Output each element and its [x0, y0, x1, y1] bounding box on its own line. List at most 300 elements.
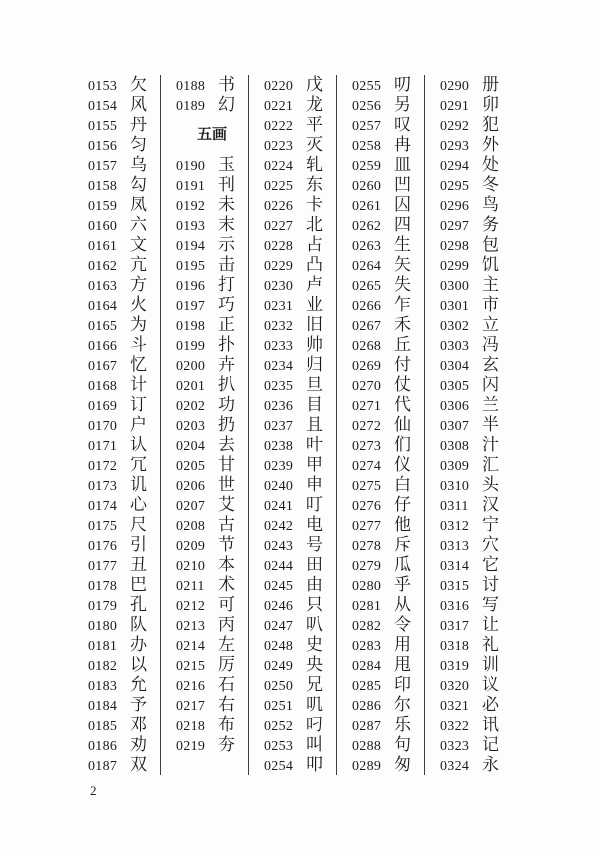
entry-number: 0217 [176, 699, 206, 714]
char-entry-row [176, 155, 248, 175]
char-entry-row [88, 755, 160, 775]
entry-character: 左 [218, 635, 235, 654]
entry-character: 生 [394, 235, 411, 254]
char-entry-row [264, 75, 336, 95]
char-entry-row [176, 535, 248, 555]
char-entry-row [440, 155, 512, 175]
char-entry-row [176, 175, 248, 195]
entry-number: 0185 [88, 719, 118, 734]
entry-number: 0276 [352, 499, 382, 514]
entry-number: 0251 [264, 699, 294, 714]
entry-number: 0202 [176, 399, 206, 414]
entry-number: 0229 [264, 259, 294, 274]
entry-character: 从 [394, 595, 411, 614]
entry-number: 0272 [352, 419, 382, 434]
entry-number: 0219 [176, 739, 206, 754]
entry-character: 凹 [394, 175, 411, 194]
entry-character: 外 [482, 135, 499, 154]
entry-number: 0278 [352, 539, 382, 554]
char-entry-row [264, 675, 336, 695]
entry-number: 0232 [264, 319, 294, 334]
entry-character: 幻 [218, 95, 235, 114]
entry-number: 0209 [176, 539, 206, 554]
entry-character: 它 [482, 555, 499, 574]
entry-number: 0238 [264, 439, 294, 454]
entry-character: 未 [218, 195, 235, 214]
entry-character: 饥 [482, 255, 499, 274]
entry-character: 归 [306, 355, 323, 374]
char-entry-row [440, 755, 512, 775]
entry-number: 0170 [88, 419, 118, 434]
entry-number: 0316 [440, 599, 470, 614]
char-entry-row [440, 595, 512, 615]
char-entry-row [88, 675, 160, 695]
entry-number: 0160 [88, 219, 118, 234]
char-entry-row [264, 735, 336, 755]
entry-character: 击 [218, 255, 235, 274]
entry-character: 央 [306, 655, 323, 674]
char-entry-row [352, 695, 424, 715]
char-entry-row [352, 195, 424, 215]
entry-character: 丹 [130, 115, 147, 134]
entry-character: 劝 [130, 735, 147, 754]
char-entry-row [176, 475, 248, 495]
entry-character: 乍 [394, 295, 411, 314]
entry-character: 皿 [394, 155, 411, 174]
char-entry-row [264, 135, 336, 155]
entry-number: 0212 [176, 599, 206, 614]
char-entry-row [264, 275, 336, 295]
column-1 [88, 75, 160, 775]
entry-number: 0298 [440, 239, 470, 254]
entry-character: 穴 [482, 535, 499, 554]
char-entry-row [440, 335, 512, 355]
entry-character: 卯 [482, 95, 499, 114]
entry-number: 0269 [352, 359, 382, 374]
char-entry-row [88, 595, 160, 615]
entry-character: 叹 [394, 115, 411, 134]
char-entry-row [88, 455, 160, 475]
char-entry-row [264, 555, 336, 575]
entry-character: 冉 [394, 135, 411, 154]
entry-number: 0162 [88, 259, 118, 274]
char-entry-row [264, 155, 336, 175]
entry-number: 0197 [176, 299, 206, 314]
entry-number: 0241 [264, 499, 294, 514]
entry-number: 0161 [88, 239, 118, 254]
char-entry-row [264, 95, 336, 115]
entry-character: 仪 [394, 455, 411, 474]
char-entry-row [440, 135, 512, 155]
entry-number: 0289 [352, 759, 382, 774]
entry-number: 0176 [88, 539, 118, 554]
entry-number: 0172 [88, 459, 118, 474]
entry-number: 0163 [88, 279, 118, 294]
char-entry-row [352, 735, 424, 755]
char-entry-row [440, 735, 512, 755]
char-entry-row [440, 295, 512, 315]
entry-number: 0233 [264, 339, 294, 354]
entry-number: 0312 [440, 519, 470, 534]
entry-character: 为 [130, 315, 147, 334]
char-entry-row [440, 515, 512, 535]
char-entry-row [176, 715, 248, 735]
entry-number: 0286 [352, 699, 382, 714]
entry-number: 0293 [440, 139, 470, 154]
entry-character: 册 [482, 75, 499, 94]
char-entry-row [264, 515, 336, 535]
entry-character: 占 [306, 235, 323, 254]
entry-character: 囚 [394, 195, 411, 214]
entry-number: 0242 [264, 519, 294, 534]
char-entry-row [352, 435, 424, 455]
entry-character: 电 [306, 515, 323, 534]
entry-character: 玄 [482, 355, 499, 374]
char-entry-row [352, 455, 424, 475]
entry-character: 且 [306, 415, 323, 434]
entry-number: 0184 [88, 699, 118, 714]
char-entry-row [264, 395, 336, 415]
entry-number: 0187 [88, 759, 118, 774]
entry-number: 0234 [264, 359, 294, 374]
entry-number: 0214 [176, 639, 206, 654]
entry-character: 双 [130, 755, 147, 774]
entry-character: 忆 [130, 355, 147, 374]
entry-number: 0284 [352, 659, 382, 674]
entry-number: 0211 [176, 579, 205, 594]
char-entry-row [352, 335, 424, 355]
entry-character: 市 [482, 295, 499, 314]
char-entry-row [264, 755, 336, 775]
entry-number: 0189 [176, 99, 206, 114]
column-divider [336, 75, 337, 775]
entry-number: 0258 [352, 139, 382, 154]
char-entry-row [352, 515, 424, 535]
entry-character: 鸟 [482, 195, 499, 214]
entry-character: 叨 [394, 75, 411, 94]
entry-number: 0243 [264, 539, 294, 554]
entry-number: 0196 [176, 279, 206, 294]
entry-number: 0191 [176, 179, 206, 194]
entry-number: 0311 [440, 499, 469, 514]
char-entry-row [352, 315, 424, 335]
entry-character: 叭 [306, 615, 323, 634]
char-entry-row [88, 695, 160, 715]
stroke-section-header: 五画 [196, 127, 227, 143]
entry-number: 0245 [264, 579, 294, 594]
entry-number: 0192 [176, 199, 206, 214]
entry-number: 0203 [176, 419, 206, 434]
entry-character: 引 [130, 535, 147, 554]
entry-number: 0165 [88, 319, 118, 334]
entry-character: 扒 [218, 375, 235, 394]
entry-number: 0210 [176, 559, 206, 574]
entry-character: 计 [130, 375, 147, 394]
char-entry-row [176, 455, 248, 475]
entry-number: 0244 [264, 559, 294, 574]
char-entry-row [440, 175, 512, 195]
entry-character: 卢 [306, 275, 323, 294]
entry-number: 0236 [264, 399, 294, 414]
entry-number: 0198 [176, 319, 206, 334]
char-entry-row [440, 715, 512, 735]
entry-character: 布 [218, 715, 235, 734]
entry-character: 闪 [482, 375, 499, 394]
entry-number: 0295 [440, 179, 470, 194]
char-entry-row [176, 595, 248, 615]
char-entry-row [88, 315, 160, 335]
char-entry-row [352, 535, 424, 555]
entry-number: 0322 [440, 719, 470, 734]
char-entry-row [352, 215, 424, 235]
page-number: 2 [90, 783, 97, 798]
entry-character: 议 [482, 675, 499, 694]
char-entry-row [264, 655, 336, 675]
entry-character: 讨 [482, 575, 499, 594]
char-entry-row [176, 555, 248, 575]
entry-number: 0183 [88, 679, 118, 694]
char-entry-row [352, 715, 424, 735]
entry-number: 0264 [352, 259, 382, 274]
entry-number: 0273 [352, 439, 382, 454]
entry-number: 0248 [264, 639, 294, 654]
entry-character: 主 [482, 275, 499, 294]
char-entry-row [440, 95, 512, 115]
entry-number: 0279 [352, 559, 382, 574]
entry-character: 尺 [130, 515, 147, 534]
entry-character: 汁 [482, 435, 499, 454]
entry-character: 户 [130, 415, 147, 434]
char-entry-row [88, 95, 160, 115]
char-entry-row [88, 375, 160, 395]
entry-character: 北 [306, 215, 323, 234]
char-entry-row [440, 255, 512, 275]
entry-number: 0154 [88, 99, 118, 114]
entry-character: 以 [130, 655, 147, 674]
entry-character: 田 [306, 555, 323, 574]
char-entry-row [352, 235, 424, 255]
entry-number: 0218 [176, 719, 206, 734]
entry-character: 乎 [394, 575, 411, 594]
entry-number: 0231 [264, 299, 294, 314]
char-entry-row [176, 695, 248, 715]
entry-number: 0304 [440, 359, 470, 374]
column-divider [248, 75, 249, 775]
entry-number: 0297 [440, 219, 470, 234]
entry-number: 0247 [264, 619, 294, 634]
entry-character: 夯 [218, 735, 235, 754]
char-entry-row [440, 635, 512, 655]
char-entry-row [264, 215, 336, 235]
column-5 [440, 75, 512, 775]
entry-character: 凸 [306, 255, 323, 274]
entry-number: 0156 [88, 139, 118, 154]
entry-number: 0208 [176, 519, 206, 534]
entry-character: 处 [482, 155, 499, 174]
char-entry-row [440, 115, 512, 135]
entry-character: 文 [130, 235, 147, 254]
entry-character: 禾 [394, 315, 411, 334]
entry-number: 0228 [264, 239, 294, 254]
char-entry-row [176, 495, 248, 515]
entry-character: 叶 [306, 435, 323, 454]
entry-character: 戊 [306, 75, 323, 94]
entry-character: 世 [218, 475, 235, 494]
char-entry-row [88, 615, 160, 635]
entry-number: 0230 [264, 279, 294, 294]
entry-character: 书 [218, 75, 235, 94]
entry-character: 矢 [394, 255, 411, 274]
entry-number: 0204 [176, 439, 206, 454]
entry-number: 0275 [352, 479, 382, 494]
entry-number: 0221 [264, 99, 294, 114]
entry-number: 0190 [176, 159, 206, 174]
char-entry-row [88, 75, 160, 95]
entry-number: 0213 [176, 619, 206, 634]
entry-character: 队 [130, 615, 147, 634]
entry-character: 本 [218, 555, 235, 574]
entry-number: 0222 [264, 119, 294, 134]
char-entry-row [352, 275, 424, 295]
entry-number: 0294 [440, 159, 470, 174]
entry-number: 0263 [352, 239, 382, 254]
char-entry-row [176, 575, 248, 595]
char-entry-row [440, 615, 512, 635]
entry-character: 六 [130, 215, 147, 234]
char-entry-row [352, 355, 424, 375]
char-entry-row [352, 615, 424, 635]
entry-number: 0259 [352, 159, 382, 174]
char-entry-row [176, 215, 248, 235]
entry-number: 0314 [440, 559, 470, 574]
entry-character: 火 [130, 295, 147, 314]
char-entry-row [88, 735, 160, 755]
char-entry-row [176, 735, 248, 755]
char-entry-row [352, 75, 424, 95]
entry-number: 0266 [352, 299, 382, 314]
entry-character: 丙 [218, 615, 235, 634]
char-entry-row [176, 75, 248, 95]
entry-character: 节 [218, 535, 235, 554]
entry-number: 0158 [88, 179, 118, 194]
entry-number: 0220 [264, 79, 294, 94]
char-entry-row [264, 695, 336, 715]
entry-character: 们 [394, 435, 411, 454]
char-entry-row [440, 455, 512, 475]
entry-character: 可 [218, 595, 235, 614]
entry-number: 0239 [264, 459, 294, 474]
entry-number: 0159 [88, 199, 118, 214]
entry-number: 0261 [352, 199, 382, 214]
entry-number: 0235 [264, 379, 294, 394]
char-entry-row [88, 415, 160, 435]
char-entry-row [176, 355, 248, 375]
entry-number: 0280 [352, 579, 382, 594]
entry-character: 兄 [306, 675, 323, 694]
entry-number: 0296 [440, 199, 470, 214]
entry-number: 0225 [264, 179, 294, 194]
entry-character: 用 [394, 635, 411, 654]
char-entry-row [352, 95, 424, 115]
char-entry-row [88, 255, 160, 275]
entry-character: 办 [130, 635, 147, 654]
char-entry-row [264, 375, 336, 395]
entry-character: 叫 [306, 735, 323, 754]
entry-number: 0249 [264, 659, 294, 674]
char-entry-row [352, 655, 424, 675]
char-entry-row [88, 475, 160, 495]
entry-number: 0246 [264, 599, 294, 614]
char-entry-row [352, 575, 424, 595]
entry-character: 由 [306, 575, 323, 594]
entry-number: 0313 [440, 539, 470, 554]
char-entry-row [176, 335, 248, 355]
entry-character: 旦 [306, 375, 323, 394]
entry-character: 汇 [482, 455, 499, 474]
entry-number: 0253 [264, 739, 294, 754]
char-entry-row [176, 635, 248, 655]
entry-character: 务 [482, 215, 499, 234]
entry-character: 心 [130, 495, 147, 514]
entry-character: 末 [218, 215, 235, 234]
entry-number: 0303 [440, 339, 470, 354]
char-entry-row [264, 115, 336, 135]
entry-number: 0200 [176, 359, 206, 374]
entry-number: 0188 [176, 79, 206, 94]
entry-character: 冗 [130, 455, 147, 474]
char-entry-row [176, 295, 248, 315]
entry-number: 0262 [352, 219, 382, 234]
char-entry-row [88, 495, 160, 515]
entry-number: 0302 [440, 319, 470, 334]
char-entry-row [264, 295, 336, 315]
char-entry-row [352, 115, 424, 135]
entry-character: 史 [306, 635, 323, 654]
char-entry-row [440, 535, 512, 555]
entry-character: 凤 [130, 195, 147, 214]
entry-character: 写 [482, 595, 499, 614]
entry-character: 厉 [218, 655, 235, 674]
entry-character: 旧 [306, 315, 323, 334]
entry-number: 0307 [440, 419, 470, 434]
entry-number: 0288 [352, 739, 382, 754]
entry-character: 永 [482, 755, 499, 774]
entry-character: 古 [218, 515, 235, 534]
entry-number: 0157 [88, 159, 118, 174]
char-entry-row [176, 95, 248, 115]
entry-character: 头 [482, 475, 499, 494]
entry-number: 0299 [440, 259, 470, 274]
char-entry-row [352, 295, 424, 315]
entry-number: 0285 [352, 679, 382, 694]
entry-character: 让 [482, 615, 499, 634]
column-2 [176, 75, 248, 775]
char-entry-row [176, 655, 248, 675]
entry-character: 乌 [130, 155, 147, 174]
char-entry-row [264, 495, 336, 515]
char-entry-row [264, 575, 336, 595]
char-entry-row [440, 555, 512, 575]
entry-character: 风 [130, 95, 147, 114]
entry-character: 去 [218, 435, 235, 454]
char-entry-row [88, 215, 160, 235]
entry-number: 0274 [352, 459, 382, 474]
entry-number: 0283 [352, 639, 382, 654]
entry-character: 扔 [218, 415, 235, 434]
entry-character: 术 [218, 575, 235, 594]
entry-character: 瓜 [394, 555, 411, 574]
entry-number: 0281 [352, 599, 382, 614]
